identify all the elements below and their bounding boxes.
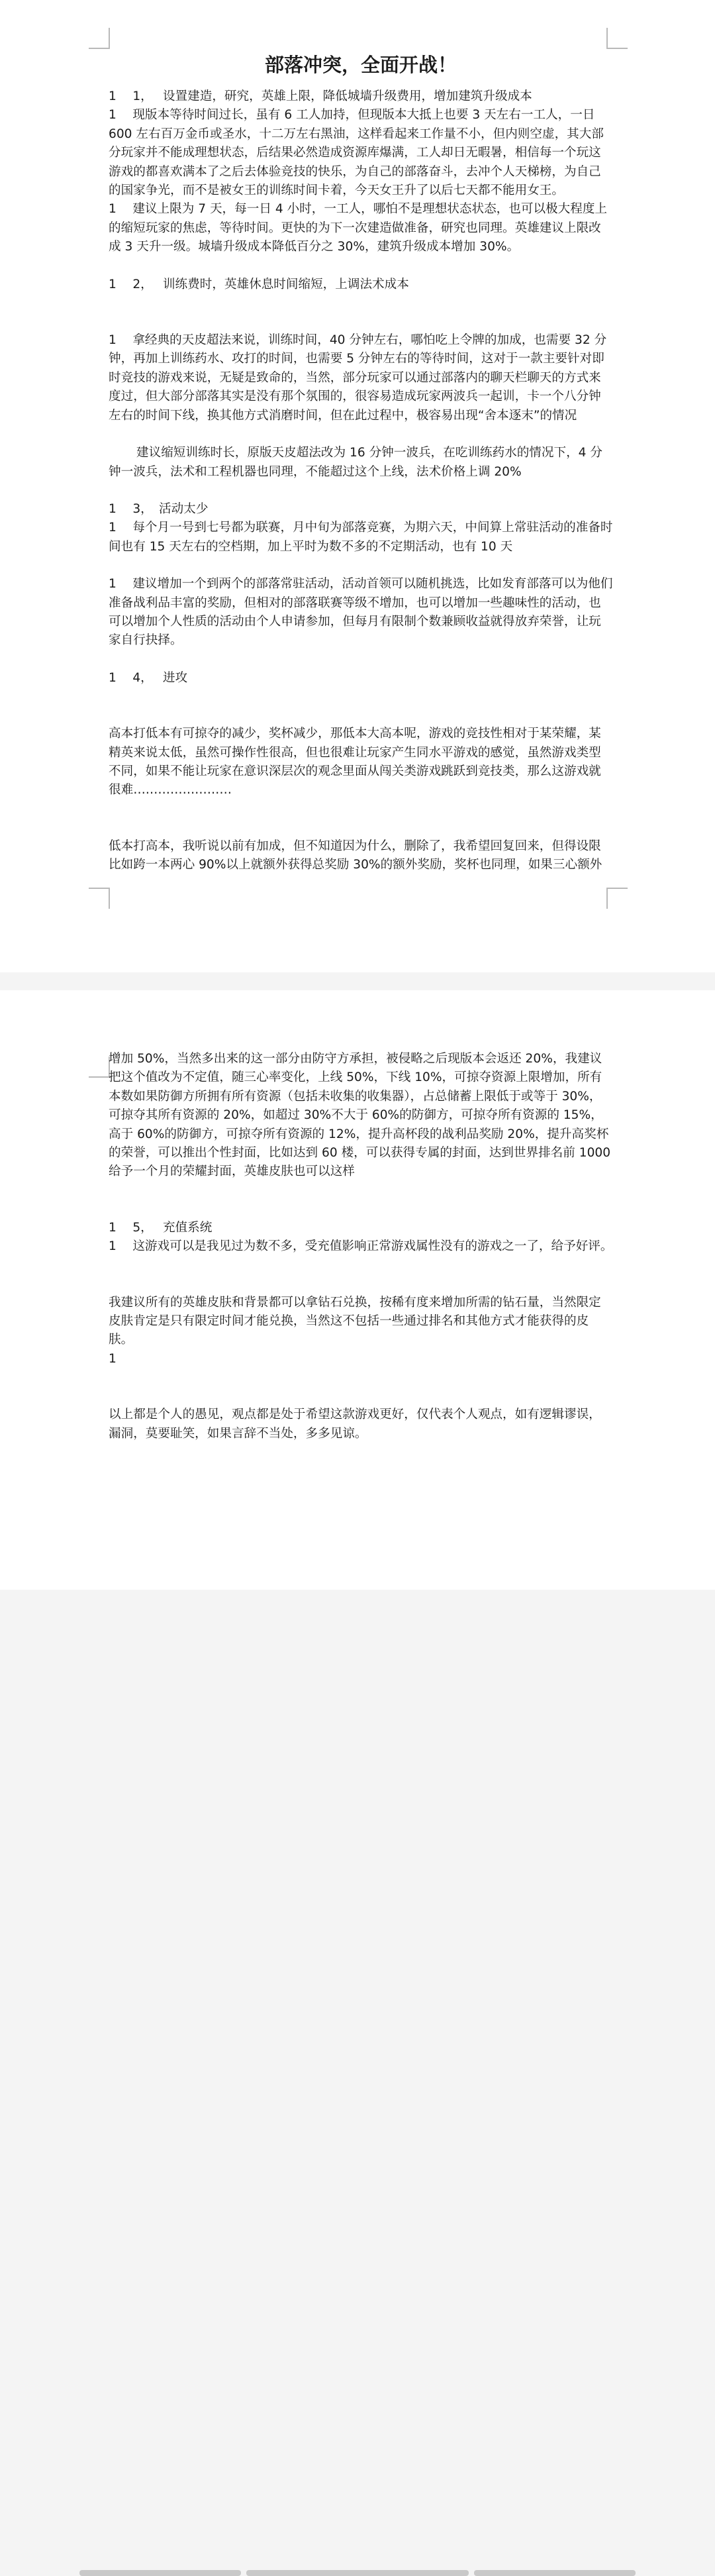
paragraph: 增加 50%，当然多出来的这一部分由防守方承担，被侵略之后现版本会返还 20%，我建议把这个值改为不定值，随三心率变化，上线 50%，下线 10%，可掠夺资源上限增加，所有本数如果防御方所拥有所有资源（包括未收集的收集器），占总储蓄上限低于或等于 30%，可掠夺其所有资源的 20%，如超过 30%不大于 60%的防御方，可掠夺所有资源的 15%，高于 60%的防御方，可掠夺所有资源的 12%，提升高杯段的战利品奖励 20%，提升高奖杯的荣誉，可以推出个性封面，比如达到 60 楼，可以获得专属的封面，达到世界排名前 1000 给予一个月的荣耀封面，英雄皮肤也可以这样 [109, 1052, 615, 1179]
scrollbar-segment[interactable] [246, 2570, 469, 2576]
section-heading: 1 1， 设置建造，研究，英雄上限，降低城墙升级费用，增加建筑升级成本 [109, 89, 532, 103]
page-1-content [109, 52, 613, 875]
scrollbar-segment[interactable] [474, 2570, 636, 2576]
margin-corner-top-left [89, 1056, 110, 1078]
paragraph: 高本打低本有可掠夺的减少，奖杯减少，那低本大高本呢，游戏的竞技性相对于某荣耀，某精英来说太低，虽然可操作性很高，但也很难让玩家产生同水平游戏的感觉，虽然游戏类型不同，如果不能让玩家在意识深层次的观念里面从闯关类游戏跳跃到竞技类，那么这游戏就很难…………………… [109, 727, 601, 798]
section-heading: 1 2， 训练费时，英雄休息时间缩短，上调法术成本 [109, 277, 409, 291]
scrollbar-segment[interactable] [79, 2570, 241, 2576]
page-2-content [109, 1050, 613, 1443]
paragraph: 1 现版本等待时间过长，虽有 6 工人加持，但现版本大抵上也要 3 天左右一工人，一日 600 左右百万金币或圣水，十二万左右黑油，这样看起来工作量不小，但内则空虚，其大部分玩家并不能成理想状态，后结果必然造成资源库爆满，工人却日无暇暑，相信每一个玩这游戏的都喜欢满本了之后去体验竞技的快乐，为自己的部落奋斗，去冲个人天梯榜，为自己的国家争光，而不是被女王的训练时间卡着，今天女王升了以后七天都不能用女王。 [109, 108, 604, 198]
section-heading: 1 3， 活动太少 [109, 501, 209, 516]
horizontal-scrollbar[interactable] [79, 2570, 636, 2576]
paragraph: 1 [109, 1351, 117, 1366]
margin-corner-top-right [606, 28, 628, 49]
document-page-2 [0, 990, 715, 1590]
paragraph: 1 建议增加一个到两个的部落常驻活动，活动首领可以随机挑选，比如发育部落可以为他们准备战利品丰富的奖励，但相对的部落联赛等级不增加，也可以增加一些趣味性的活动，也可以增加个人性质的活动由个人申请参加，但每月有限制个数兼顾收益就得放弃荣誉，让玩家自行抉择。 [109, 577, 613, 648]
paragraph: 1 这游戏可以是我见过为数不多，受充值影响正常游戏属性没有的游戏之一了，给予好评。 [109, 1239, 613, 1254]
document-title: 部落冲突，全面开战！ [264, 54, 457, 76]
document-page-1 [0, 0, 715, 972]
paragraph: 建议缩短训练时长，原版天皮超法改为 16 分钟一波兵，在吃训练药水的情况下，4 分钟一波兵，法术和工程机器也同理，不能超过这个上线，法术价格上调 20% [109, 446, 603, 479]
paragraph: 1 建议上限为 7 天，每一日 4 小时，一工人，哪怕不是理想状态状态，也可以极大程度上的缩短玩家的焦虑，等待时间。更快的为下一次建造做准备，研究也同理。英雄建议上限改成 3 天升一级。城墙升级成本降低百分之 30%，建筑升级成本增加 30%。 [109, 202, 608, 254]
paragraph: 我建议所有的英雄皮肤和背景都可以拿钻石兑换，按稀有度来增加所需的钻石量，当然限定皮肤肯定是只有限定时间才能兑换，当然这不包括一些通过排名和其他方式才能获得的皮肤。 [109, 1295, 601, 1347]
paragraph: 低本打高本，我听说以前有加成，但不知道因为什么，删除了，我希望回复回来，但得设限比如跨一本两心 90%以上就额外获得总奖励 30%的额外奖励，奖杯也同理，如果三心额外 [109, 839, 602, 872]
margin-corner-bottom-right [606, 888, 628, 909]
page-gap [0, 972, 715, 990]
section-heading: 1 4， 进攻 [109, 670, 188, 685]
margin-corner-top-left [89, 28, 110, 49]
section-heading: 1 5， 充值系统 [109, 1220, 213, 1235]
margin-corner-bottom-left [89, 888, 110, 909]
paragraph: 1 拿经典的天皮超法来说，训练时间，40 分钟左右，哪怕吃上令牌的加成，也需要 32 分钟，再加上训练药水、攻打的时间，也需要 5 分钟左右的等待时间，这对于一款主要针对即时竞技的游戏来说，无疑是致命的，当然，部分玩家可以通过部落内的聊天栏聊天的方式来度过，但大部分部落其实是没有那个氛围的，很容易造成玩家两波兵一起训，卡一个八分钟左右的时间下线，换其他方式消磨时间，但在此过程中，极容易出现“舍本逐末”的情况 [109, 333, 607, 423]
paragraph: 以上都是个人的愚见，观点都是处于希望这款游戏更好，仅代表个人观点，如有逻辑谬误，漏洞，莫要耻笑，如果言辞不当处，多多见谅。 [109, 1408, 601, 1441]
paragraph: 1 每个月一号到七号都为联赛，月中旬为部落竞赛，为期六天，中间算上常驻活动的准备时间也有 15 天左右的空档期，加上平时为数不多的不定期活动，也有 10 天 [109, 521, 613, 554]
